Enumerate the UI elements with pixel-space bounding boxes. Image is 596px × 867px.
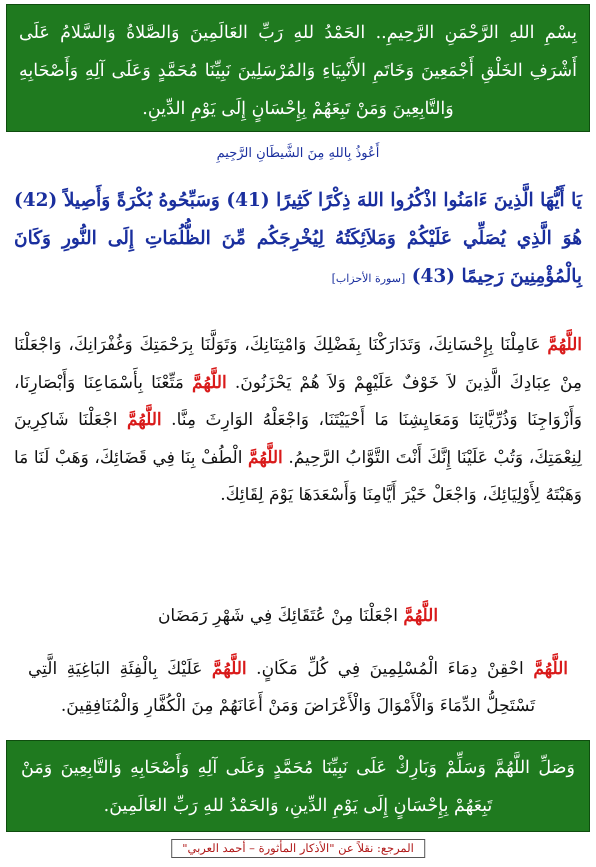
intro-banner <box>6 4 590 132</box>
ayah-number-42: (42) <box>14 190 58 211</box>
dua-paragraph-muslims <box>28 651 568 725</box>
dua-sentence: احْقِنْ دِمَاءَ الْمُسْلِمِينَ فِي كُلِّ مَكَانٍ. <box>256 659 524 679</box>
ayah-number-43: (43) <box>411 266 455 287</box>
istiadha-line: أَعُوذُ بِاللهِ مِنَ الشَّيطَانِ الرَّجِيمِ <box>216 146 380 161</box>
allahumma-word: اللَّهُمَّ <box>403 606 439 626</box>
allahumma-word: اللَّهُمَّ <box>547 335 582 355</box>
allahumma-word: اللَّهُمَّ <box>533 659 569 679</box>
dua-sentence: عَامِلْنَا بِإِحْسَانِكَ، وَتَدَارَكْنَا بِفَضْلِكَ وَامْتِنَانِكَ، وَتَوَلَّنَا بِرَحْمَتِكَ وَغُفْرَانِكَ، وَاجْعَلْنَا مِنْ عِبَادِكَ الَّذِينَ لاَ خَوْفٌ عَلَيْهِمْ وَلاَ هُمْ يَحْزَنُونَ. <box>14 335 582 393</box>
ramadan-dua <box>0 601 596 631</box>
dua-sentence: اجْعَلْنَا شَاكِرِينَ لِنِعْمَتِكَ، وَتُبْ عَلَيْنَا إِنَّكَ أَنْتَ التَّوَّابُ الرَّحِيمُ. <box>14 410 582 468</box>
dua-sentence: الْطُفْ بِنَا فِي قَضَائِكَ، وَهَبْ لَنَا مَا وَهَبْتَهُ لِأَوْلِيَائِكَ، وَاجْعَلْ خَيْرَ أَيَّامِنَا وَأَسْعَدَهَا يَوْمَ لِقَائِكَ. <box>14 447 582 505</box>
dua-sentence: مَتِّعْنَا بِأَسْمَاعِنَا وَأَبْصَارِنَا، وَأَزْوَاجِنَا وَذُرِّيَّاتِنَا وَمَعَايِشِنَا مَا أَحْيَيْتَنَا، وَاجْعَلْهُ الوَارِثَ مِنَّا. <box>14 372 583 430</box>
ayah-number-41: (41) <box>226 190 270 211</box>
closing-banner <box>6 740 590 832</box>
dua-paragraph <box>14 327 582 515</box>
verse-42-text: وَسَبِّحُوهُ بُكْرَةً وَأَصِيلاً <box>63 190 220 211</box>
dua-sentence: عَلَيْكَ بِالْفِئَةِ البَاغِيَةِ الَّتِي تَسْتَحِلُّ الدِّمَاءَ وَالْأَمْوَالَ وَالْأَعْرَاضَ وَمَنْ أَعَانَهُمْ مِنَ الْكُفَّارِ وَالْمُنَافِقِينَ. <box>28 659 536 716</box>
verse-41-text: يَا أَيُّهَا الَّذِينَ ءَامَنُوا اذْكُرُوا اللهَ ذِكْرًا كَثِيرًا <box>276 190 582 211</box>
closing-text: وَصَلِّ اللَّهُمَّ وَسَلِّمْ وَبَارِكْ عَلَى نَبِيِّنَا مُحَمَّدٍ وَعَلَى آلِهِ وَأَصْحَابِهِ وَالتَّابِعِينَ وَمَنْ تَبِعَهُمْ بِإِحْسَانٍ إِلَى يَوْمِ الدِّينِ، وَالحَمْدُ للهِ رَبِّ العَالَمِينَ. <box>21 758 575 816</box>
allahumma-word: اللَّهُمَّ <box>126 410 162 430</box>
surah-reference: [سورة الأحزاب] <box>331 272 406 285</box>
intro-text: بِسْمِ اللهِ الرَّحْمَنِ الرَّحِيمِ.. الحَمْدُ للهِ رَبِّ العَالَمِينَ وَالصَّلاةُ وَالسَّلامُ عَلَى أَشْرَفِ الخَلْقِ أَجْمَعِينَ وَخَاتَمِ الأَنْبِيَاءِ وَالمُرْسَلِينَ نَبِيِّنَا مُحَمَّدٍ وَعَلَى آلِهِ وَأَصْحَابِهِ وَالتَّابِعِينَ وَمَنْ تَبِعَهُمْ بِإِحْسَانٍ إِلَى يَوْمِ الدِّينِ. <box>19 23 577 119</box>
allahumma-word: اللَّهُمَّ <box>192 372 227 393</box>
allahumma-word: اللَّهُمَّ <box>211 659 247 679</box>
source-reference: المرجع: نقلاً عن "الأذكار المأثورة – أحمد العربي" <box>171 839 425 858</box>
allahumma-word: اللَّهُمَّ <box>248 447 283 468</box>
ramadan-text: اجْعَلْنَا مِنْ عُتَقَائِكَ فِي شَهْرِ رَمَضَان <box>157 606 398 626</box>
quran-verses <box>14 182 582 298</box>
verse-43-text: هُوَ الَّذِي يُصَلِّي عَلَيْكُمْ وَمَلاَئِكَتُهُ لِيُخْرِجَكُم مِّنَ الظُّلُمَاتِ إِلَى النُّورِ وَكَانَ بِالْمُؤْمِنِينَ رَحِيمًا <box>14 228 582 287</box>
